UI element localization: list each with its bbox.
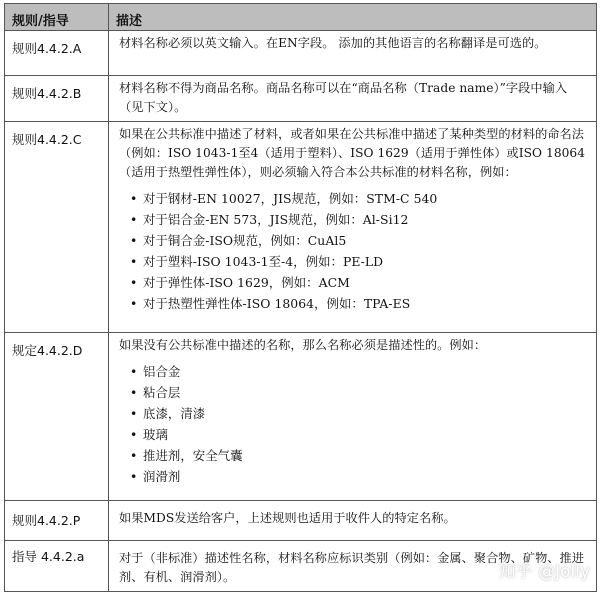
table-row — [5, 122, 597, 333]
header-description: 描述 — [109, 4, 597, 31]
list-item: • 对于铝合金-EN 573，JIS规范，例如：Al-Si12 — [143, 209, 588, 230]
rule-id: 规定4.4.2.D — [5, 333, 109, 501]
table-row — [5, 501, 597, 541]
list-item: • 对于铜合金-ISO规范，例如：CuAl5 — [143, 230, 588, 251]
rule-description — [109, 31, 597, 76]
table-row — [5, 333, 597, 501]
list-item: • 润滑剂 — [143, 466, 588, 487]
list-item: • 铝合金 — [143, 361, 588, 382]
description-text: 如果MDS发送给客户，上述规则也适用于收件人的特定名称。 — [119, 511, 456, 525]
description-text: 材料名称必须以英文输入。在EN字段。 添加的其他语言的名称翻译是可选的。 — [119, 36, 547, 50]
list-item: • 对于弹性体-ISO 1629，例如：ACM — [143, 272, 588, 293]
rule-description — [109, 541, 597, 592]
list-item: • 粘合层 — [143, 382, 588, 403]
rule-id: 规则4.4.2.C — [5, 122, 109, 333]
description-text: 对于（非标准）描述性名称，材料名称应标识类别（例如：金属、聚合物、矿物、推进剂、有机、润滑剂）。 — [119, 551, 585, 584]
rule-id: 指导 4.4.2.a — [5, 541, 109, 592]
rule-id: 规则4.4.2.P — [5, 501, 109, 541]
rule-description — [109, 333, 597, 501]
header-rule-guide: 规则/指导 — [5, 4, 109, 31]
table-row — [5, 76, 597, 122]
list-item: • 底漆，清漆 — [143, 403, 588, 424]
header-row — [5, 4, 597, 31]
rule-description — [109, 76, 597, 122]
watermark: 知乎 @Jolly — [498, 562, 590, 582]
rule-id: 规则4.4.2.B — [5, 76, 109, 122]
rules-table — [4, 3, 597, 592]
list-item: • 玻璃 — [143, 424, 588, 445]
table-row — [5, 31, 597, 76]
example-list — [119, 361, 588, 487]
list-item: • 对于钢材-EN 10027，JIS规范，例如：STM-C 540 — [143, 188, 588, 209]
rule-id: 规则4.4.2.A — [5, 31, 109, 76]
table-row — [5, 541, 597, 592]
rule-description — [109, 122, 597, 333]
rule-description — [109, 501, 597, 541]
list-item: • 推进剂，安全气囊 — [143, 445, 588, 466]
list-item: • 对于塑料-ISO 1043-1至-4，例如：PE-LD — [143, 251, 588, 272]
description-text: 材料名称不得为商品名称。商品名称可以在“商品名称（Trade name）”字段中输入（见下文）。 — [119, 81, 568, 114]
description-text: 如果在公共标准中描述了材料，或者如果在公共标准中描述了某种类型的材料的命名法（例如：ISO 1043-1至4（适用于塑料）、ISO 1629（适用于弹性体）或ISO 18064（适用于热塑性弹性体），则必须输入符合本公共标准的材料名称，例如： — [119, 127, 586, 179]
description-text: 如果没有公共标准中描述的名称，那么名称必须是描述性的。例如： — [119, 338, 487, 352]
example-list — [119, 188, 588, 314]
list-item: • 对于热塑性弹性体-ISO 18064，例如：TPA-ES — [143, 293, 588, 314]
